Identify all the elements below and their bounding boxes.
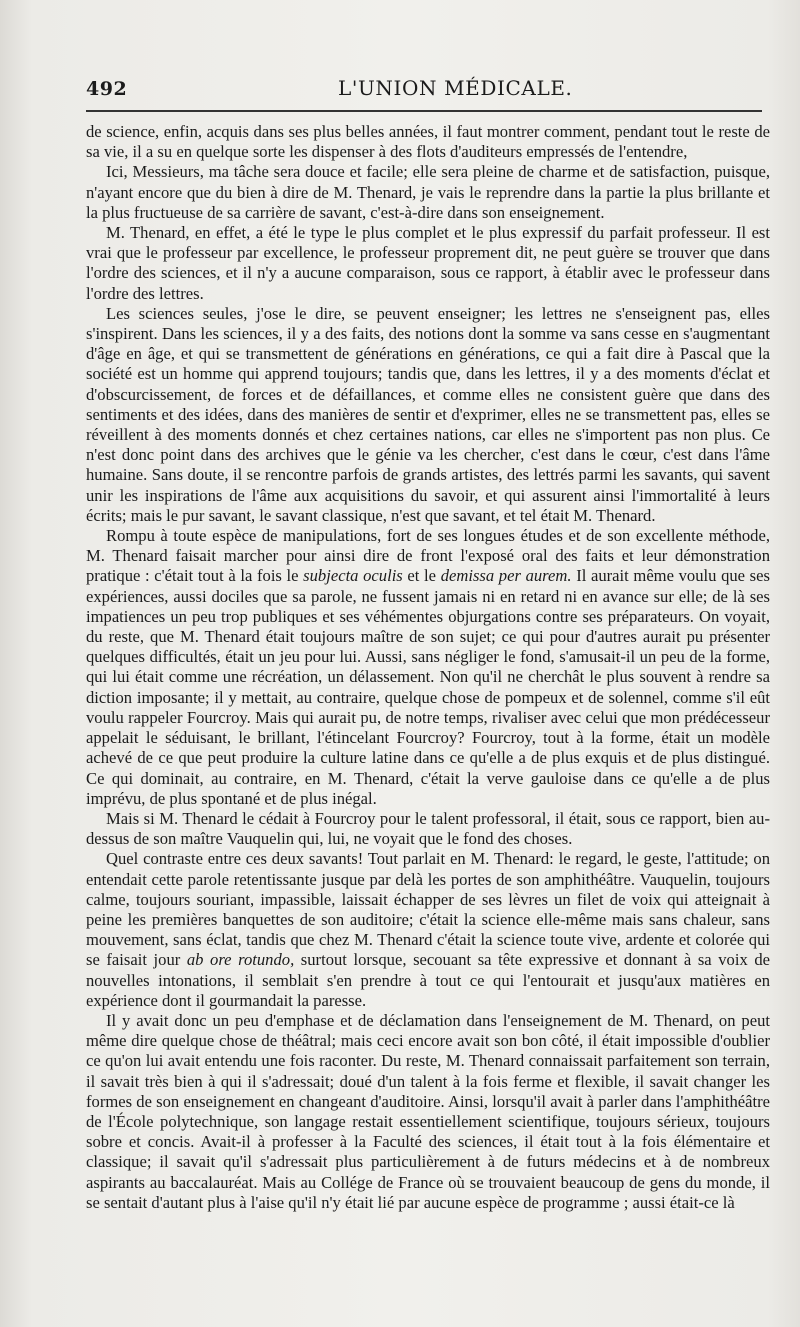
page-number: 492 [86,78,128,100]
paragraph [86,849,770,1011]
text-run: Les sciences seules, j'ose le dire, se peuvent enseigner; les lettres ne s'enseignent pas, elles s'inspirent. Dans les sciences, il y a des faits, des notions dont la somme va sans cesse en s'augmentant d'âge en âge, et qui se transmettent de générations en générations, ce qui a fait dire à Pascal que la société est un homme qui apprend toujours; tandis que, dans les lettres, il y a des moments d'éclat et d'obscurcissement, de forces et de défaillances, et comme elles ne consistent guère que dans des sentiments et des idées, dans des manières de sentir et d'exprimer, elles ne se transmettent pas, elles se réveillent à des moments donnés et chez certaines nations, car elles ne s'importent pas non plus. Ce n'est donc point dans des archives que le génie va les chercher, c'est dans le cœur, c'est dans l'âme humaine. Sans doute, il se rencontre parfois de grands artistes, des lettrés parmi les savants, qui savent unir les inspirations de l'âme aux acquisitions du savoir, et qui assurent ainsi l'immortalité à leurs écrits; mais le pur savant, le savant classique, n'est que savant, et tel était M. Thenard. [86,303,770,525]
italic-phrase: demissa per aurem. [440,566,572,586]
header-rule [86,110,762,112]
text-run: Rompu à toute espèce de manipulations, fort de ses longues études et de son excellente méthode, M. Thenard faisait marcher pour ainsi dire de front l'exposé oral des faits et leur démonstration pratique : c'était tout à la fois le [86,526,770,586]
paragraph [86,223,770,304]
text-run: surtout lorsque, secouant sa tête expressive et donnant à sa voix de nouvelles intonations, il semblait s'en prendre à tout ce qui l'entourait et jusqu'aux matières en expérience dont il gourmandait la paresse. [86,950,770,1010]
running-head: L'UNION MÉDICALE. [338,76,573,100]
body-text [86,122,770,1213]
paragraph [86,304,770,526]
text-run: Quel contraste entre ces deux savants! Tout parlait en M. Thenard: le regard, le geste, l'attitude; on entendait cette parole retentissante jusque par delà les portes de son amphithéâtre. Vauquelin, toujours calme, toujours souriant, impassible, laissait échapper de ses lèvres un filet de voix qui atteignait à peine les premières banquettes de son auditoire; c'était la science elle-même mais sans chaleur, sans mouvement, sans éclat, tandis que chez M. Thenard c'était la science toute vive, ardente et colorée qui se faisait jour [86,849,770,970]
paragraph [86,162,770,223]
paragraph [86,809,770,849]
italic-phrase: ab ore rotundo, [186,950,295,970]
paragraph [86,122,770,162]
text-run: Il aurait même voulu que ses expériences, aussi dociles que sa parole, ne fussent jamais ni en retard ni en avance sur elle; de là ses impatiences un peu trop publiques et ses véhémentes objurgations contre ses préparateurs. On voyait, du reste, que M. Thenard était toujours maître de son sujet; ce qui pour d'autres aurait pu présenter quelques difficultés, était un jeu pour lui. Aussi, sans négliger le fond, s'amusait-il un peu de la forme, qui lui était comme une récréation, un délassement. Non qu'il ne cherchât le plus souvent à rendre sa diction imposante; il y mettait, au contraire, quelque chose de pompeux et de solennel, comme s'il eût voulu rappeler Fourcroy. Mais qui aurait pu, de notre temps, rivaliser avec celui que mon prédécesseur appelait le séduisant, le brillant, l'étincelant Fourcroy? Fourcroy, tout à la forme, était un modèle achevé de ce que peut produire la culture latine dans ce qu'elle a de plus exquis et de plus distingué. Ce qui dominait, au contraire, en M. Thenard, c'était la verve gauloise dans ce qu'elle a de plus imprévu, de plus spontané et de plus inégal. [86,566,770,808]
text-run: M. Thenard, en effet, a été le type le plus complet et le plus expressif du parfait professeur. Il est vrai que le professeur par excellence, le professeur proprement dit, ne peut guère se trouver que dans l'ordre des sciences, et il n'y a aucune comparaison, sous ce rapport, à établir avec le professeur dans l'ordre des lettres. [86,223,770,303]
text-run: Il y avait donc un peu d'emphase et de déclamation dans l'enseignement de M. Thenard, on peut même dire quelque chose de théâtral; mais ceci encore avait son bon côté, il était impossible d'oublier ce qu'on lui avait entendu une fois raconter. Du reste, M. Thenard connaissait parfaitement son terrain, il savait très bien à qui il s'adressait; doué d'un talent à la fois ferme et flexible, il savait changer les formes de son enseignement en changeant d'auditoire. Ainsi, lorsqu'il avait à parler dans l'amphithéâtre de l'École polytechnique, son langage restait essentiellement scientifique, toujours sérieux, toujours sobre et concis. Avait-il à professer à la Faculté des sciences, il était tout à la fois élémentaire et classique; il savait qu'il s'adressait plus particulièrement à de futurs médecins et à de nombreux aspirants au baccalauréat. Mais au Collége de France où se trouvaient beaucoup de gens du monde, il se sentait d'autant plus à l'aise qu'il n'y était lié par aucune espèce de programme ; aussi était-ce là [86,1010,770,1212]
paragraph [86,526,770,809]
page-header [86,74,762,104]
text-run: de science, enfin, acquis dans ses plus belles années, il faut montrer comment, pendant tout le reste de sa vie, il a su en quelque sorte les dispenser à des flots d'auditeurs empressés de l'entendre, [86,122,770,162]
paragraph [86,1011,770,1213]
text-run: et le [402,566,441,586]
text-run: Mais si M. Thenard le cédait à Fourcroy pour le talent professoral, il était, sous ce rapport, bien au-dessus de son maître Vauquelin qui, lui, ne voyait que le fond des choses. [86,808,770,849]
italic-phrase: subjecta oculis [303,566,403,586]
text-run: Ici, Messieurs, ma tâche sera douce et facile; elle sera pleine de charme et de satisfaction, puisque, n'ayant encore que du bien à dire de M. Thenard, je vais le reprendre dans la partie la plus brillante et la plus fructueuse de sa carrière de savant, c'est-à-dire dans son enseignement. [86,162,770,222]
